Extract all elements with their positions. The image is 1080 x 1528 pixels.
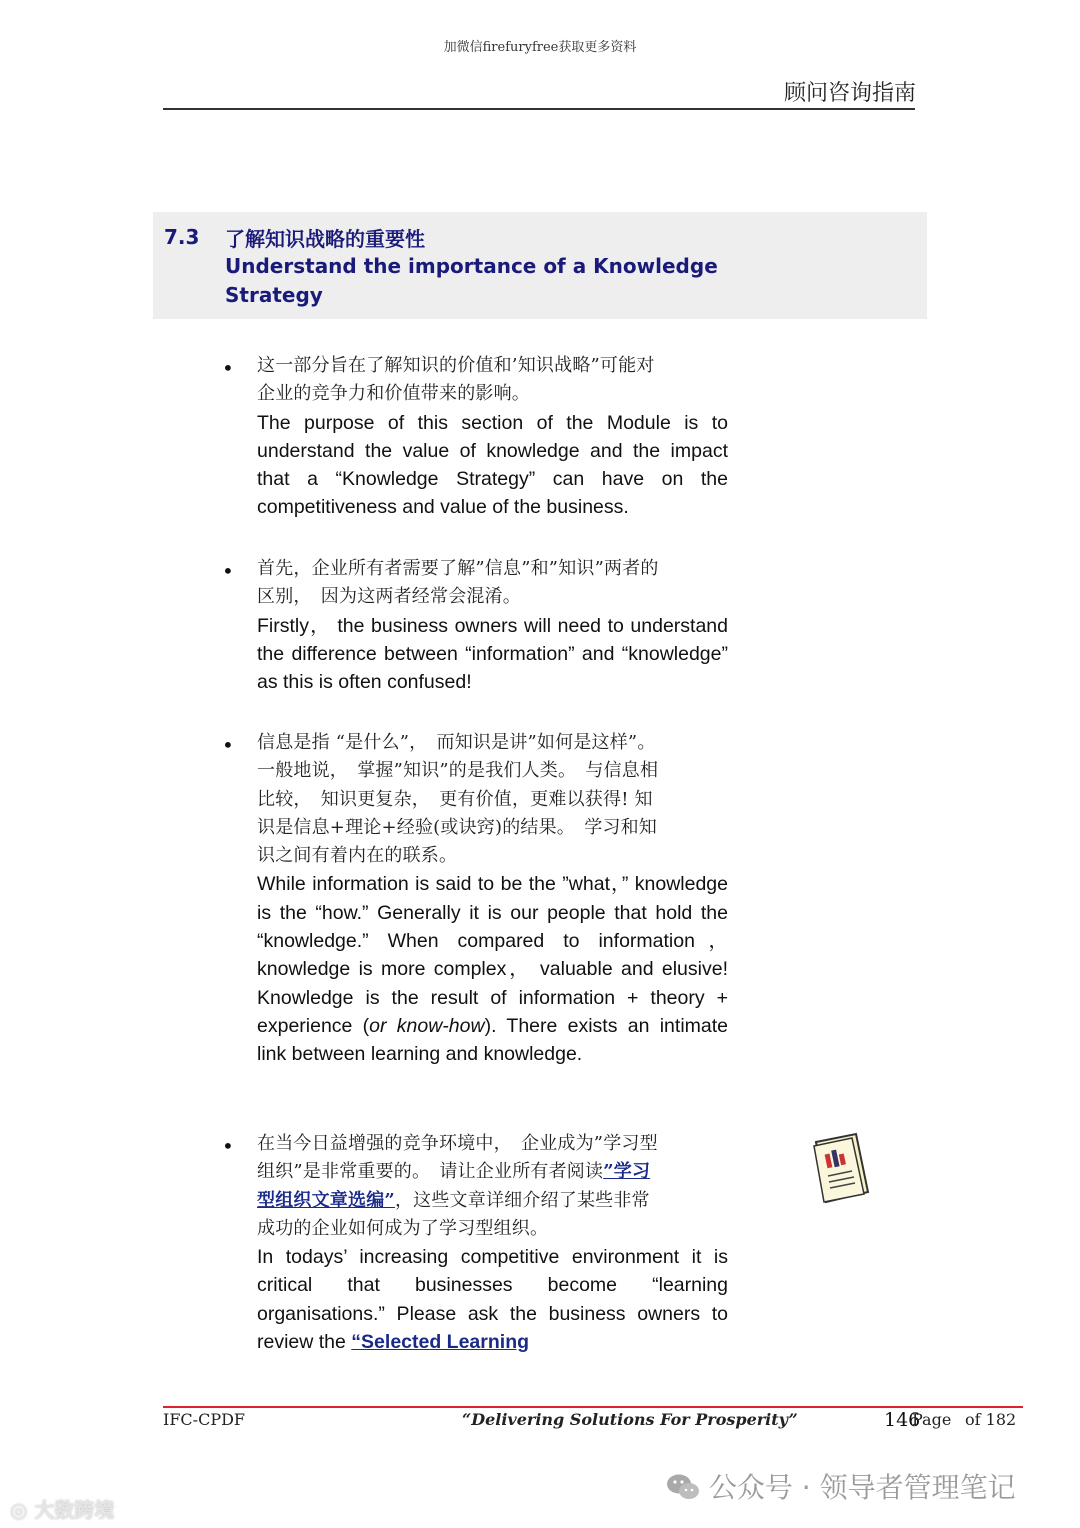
bullet-3-cn-line: 比较， 知识更复杂， 更有价值，更难以获得! 知 (257, 788, 653, 810)
bullet-4-cn-line: 成功的企业如何成为了学习型组织。 (257, 1217, 549, 1239)
bullet-marker: • (222, 559, 234, 583)
footer-rule (163, 1406, 1023, 1408)
bullet-1-cn-line: 这一部分旨在了解知识的价值和’知识战略”可能对 (257, 355, 655, 376)
top-note: 加微信firefuryfree获取更多资料 (443, 40, 637, 55)
bullet-marker: • (222, 356, 234, 380)
section-title-en: Understand the importance of a Knowledge Strategy (225, 254, 718, 307)
corner-logo-icon: ◎ (10, 1498, 28, 1522)
bullet-2-paragraph (257, 555, 728, 696)
bullet-1-cn-line: 企业的竞争力和价值带来的影响。 (257, 383, 530, 405)
bullet-3-en (257, 873, 728, 1065)
footer-page-total: of 182 (965, 1410, 1017, 1429)
bullet-2-cn-line: 区别， 因为这两者经常会混淆。 (257, 586, 521, 608)
bullet-4-cn-text: ，这些文章详细介绍了某些非常 (394, 1189, 650, 1211)
bullet-marker: • (222, 1134, 234, 1158)
bullet-4-paragraph (257, 1130, 728, 1356)
footer-org: IFC-CPDF (163, 1410, 246, 1429)
learning-org-link[interactable]: ”学习 (603, 1161, 651, 1183)
bullet-4-cn-line: 在当今日益增强的竞争环境中， 企业成为”学习型 (257, 1133, 658, 1154)
bullet-4-cn-line (257, 1187, 728, 1215)
corner-watermark-text: 大数跨境 (34, 1498, 115, 1522)
header-rule (163, 108, 915, 110)
section-number: 7.3 (164, 225, 200, 249)
wechat-watermark (666, 1466, 1016, 1506)
bullet-4-en-text: In todays’ increasing competitive environment it is critical that businesses become “learning organisations.” Please ask the business owners to review the (257, 1246, 728, 1354)
bullet-2-en: Firstly， the business owners will need to understand the difference between “information” and “knowledge” as this is often confused! (257, 614, 728, 694)
bullet-2-cn-line: 首先，企业所有者需要了解”信息”和”知识”两者的 (257, 558, 659, 579)
bullet-3-en-italic: or know-how (369, 1014, 485, 1037)
bullet-1-paragraph (257, 352, 728, 522)
bullet-3-cn-line: 信息是指 “是什么”， 而知识是讲”如何是这样”。 (257, 732, 656, 753)
selected-learning-link[interactable]: “Selected Learning (351, 1331, 530, 1354)
section-title-cn: 了解知识战略的重要性 (225, 227, 425, 251)
wechat-watermark-text: 公众号 · 领导者管理笔记 (708, 1471, 1016, 1504)
bullet-3-cn-line: 识之间有着内在的联系。 (257, 845, 458, 867)
learning-org-link[interactable]: 型组织文章选编” (257, 1189, 395, 1211)
bullet-3-en-before: While information is said to be the ”what，” knowledge is the “how.” Generally it is our people that hold the “knowledge.” When compared to information， knowledge is more complex， valuable and elusive! Knowledge is the result of information + theory + experience ( (257, 873, 728, 1037)
bullet-1-en: The purpose of this section of the Module is to understand the value of knowledge and the impact that a “Knowledge Strategy” can have on the competitiveness and value of the business. (257, 411, 728, 519)
footer-page-number: 146 (884, 1409, 921, 1431)
wechat-icon (666, 1473, 700, 1501)
bullet-3-en-after: ). There exists an intimate link between learning and knowledge. (257, 1014, 728, 1066)
bullet-4-cn-line (257, 1158, 728, 1186)
footer-page-label: Page (912, 1410, 952, 1429)
bullet-4-cn-text: 组织”是非常重要的。 请让企业所有者阅读 (257, 1161, 604, 1183)
footer-motto: “Delivering Solutions For Prosperity” (462, 1410, 798, 1429)
corner-watermark (10, 1494, 114, 1523)
document-icon (806, 1132, 872, 1204)
bullet-3-paragraph (257, 729, 728, 1069)
bullet-3-cn-line: 一般地说， 掌握”知识”的是我们人类。 与信息相 (257, 760, 659, 782)
bullet-4-en (257, 1246, 728, 1353)
bullet-3-cn-line: 识是信息+理论+经验(或诀窍)的结果。 学习和知 (257, 816, 658, 838)
page-header-title: 顾问咨询指南 (783, 81, 916, 106)
bullet-marker: • (222, 733, 234, 757)
